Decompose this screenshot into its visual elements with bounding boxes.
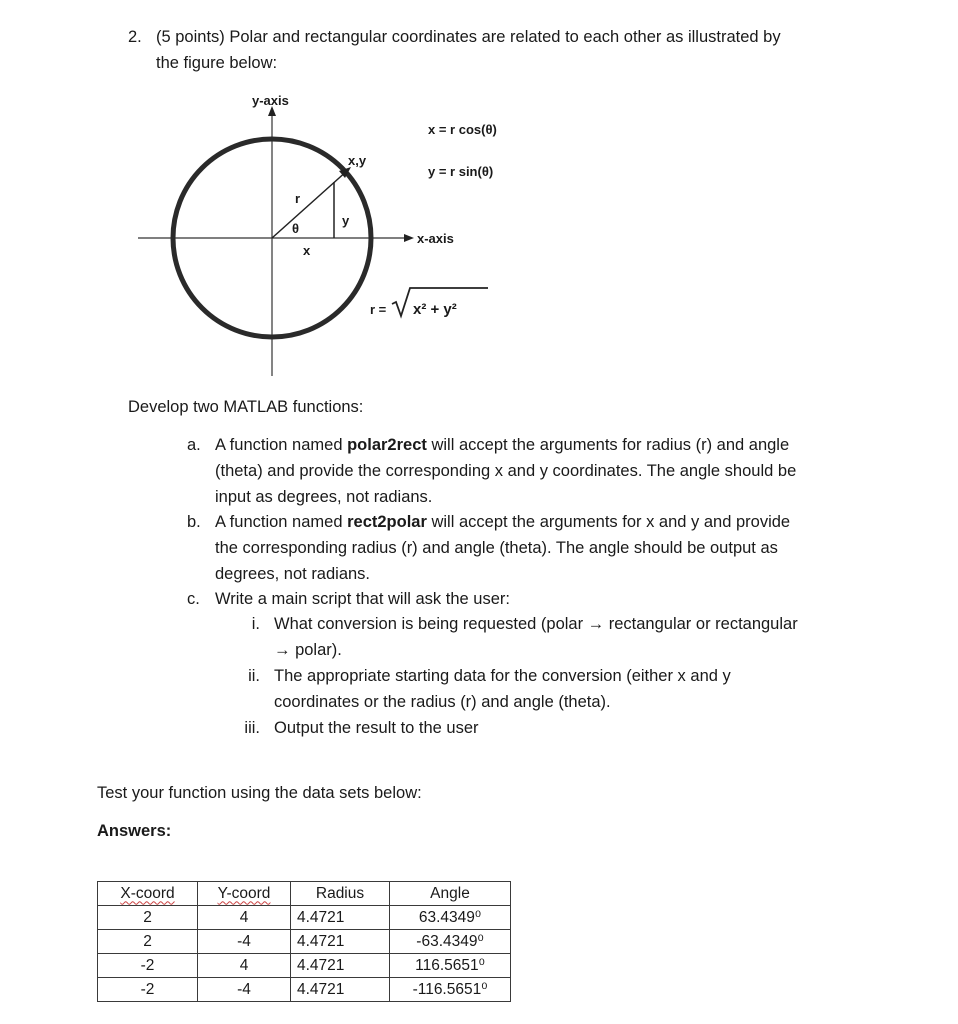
header-x-coord-text: X-coord	[120, 884, 175, 902]
cell-angle: 116.5651⁰	[390, 954, 511, 978]
item-a-line-1	[215, 432, 875, 458]
item-b-line-2: the corresponding radius (r) and angle (theta). The angle should be output as	[215, 539, 778, 557]
list-item-a	[187, 432, 875, 510]
sub-item-i-line-1: What conversion is being requested (polar → rectangular or rectangular	[274, 615, 798, 633]
answers-table	[97, 881, 511, 1002]
answers-heading: Answers:	[97, 822, 172, 840]
item-a-line-2: (theta) and provide the corresponding x and y coordinates. The angle should be	[215, 462, 797, 480]
cell-angle: -116.5651⁰	[390, 978, 511, 1002]
cell-radius: 4.4721	[291, 954, 390, 978]
cell-y: -4	[198, 930, 291, 954]
question-text	[156, 24, 856, 76]
list-marker-c: c.	[187, 590, 200, 608]
y-axis-label: y-axis	[252, 93, 289, 108]
cell-radius: 4.4721	[291, 978, 390, 1002]
header-x-coord	[98, 882, 198, 906]
cell-x: -2	[98, 978, 198, 1002]
cell-x: 2	[98, 906, 198, 930]
point-label: x,y	[348, 153, 367, 168]
cell-angle: 63.4349⁰	[390, 906, 511, 930]
equation-r-radicand: x² + y²	[413, 301, 457, 318]
sub-item-i	[251, 611, 874, 663]
list-marker-a: a.	[187, 436, 201, 454]
item-b-line-1	[215, 509, 875, 535]
item-a-rest: will accept the arguments for radius (r) and angle	[426, 436, 790, 454]
radius-line	[272, 170, 348, 238]
table-row	[98, 930, 511, 954]
header-y-coord	[198, 882, 291, 906]
intro-text: Develop two MATLAB functions:	[128, 398, 364, 416]
equation-r-prefix: r =	[370, 302, 387, 317]
cell-x: -2	[98, 954, 198, 978]
test-instructions: Test your function using the data sets below:	[97, 784, 422, 802]
question-number: 2.	[128, 28, 142, 46]
equation-y: y = r sin(θ)	[428, 164, 494, 179]
table-row	[98, 978, 511, 1002]
x-leg-label: x	[303, 243, 311, 258]
x-axis-arrowhead	[404, 234, 414, 242]
list-item-b	[187, 509, 875, 587]
header-y-coord-text: Y-coord	[217, 884, 271, 902]
x-axis-label: x-axis	[417, 231, 454, 246]
question-text-line-1: (5 points) Polar and rectangular coordinates are related to each other as illustrated by	[156, 28, 781, 46]
item-a-pre: A function named	[215, 436, 348, 454]
item-b-pre: A function named	[215, 513, 348, 531]
item-b-rest: will accept the arguments for x and y and provide	[426, 513, 791, 531]
cell-y: -4	[198, 978, 291, 1002]
list-item-c	[187, 586, 875, 612]
cell-y: 4	[198, 906, 291, 930]
cell-angle: -63.4349⁰	[390, 930, 511, 954]
sub-marker-i: i.	[251, 615, 260, 633]
header-radius: Radius	[291, 882, 390, 906]
r-label: r	[295, 191, 301, 206]
cell-x: 2	[98, 930, 198, 954]
sub-item-ii-line-2: coordinates or the radius (r) and angle (theta).	[274, 693, 611, 711]
y-leg-label: y	[342, 213, 350, 228]
sub-item-i-line-2: → polar).	[274, 641, 342, 659]
cell-radius: 4.4721	[291, 906, 390, 930]
sub-item-ii	[248, 663, 874, 715]
question-text-line-2: the figure below:	[156, 54, 278, 72]
sub-marker-ii: ii.	[248, 667, 260, 685]
sub-marker-iii: iii.	[244, 719, 260, 737]
table-row	[98, 954, 511, 978]
item-a-line-3: input as degrees, not radians.	[215, 488, 433, 506]
sub-item-iii	[244, 715, 874, 741]
sub-item-iii-line-1: Output the result to the user	[274, 719, 479, 737]
item-c-line-1: Write a main script that will ask the user:	[215, 590, 510, 608]
item-b-line-3: degrees, not radians.	[215, 565, 371, 583]
theta-label: θ	[292, 221, 300, 236]
function-name-polar2rect: polar2rect	[347, 436, 427, 454]
table-row	[98, 906, 511, 930]
polar-coordinate-figure	[130, 86, 550, 376]
header-angle: Angle	[390, 882, 511, 906]
cell-radius: 4.4721	[291, 930, 390, 954]
cell-y: 4	[198, 954, 291, 978]
function-name-rect2polar: rect2polar	[347, 513, 427, 531]
table-header-row	[98, 882, 511, 906]
sub-item-ii-line-1: The appropriate starting data for the conversion (either x and y	[274, 667, 731, 685]
equation-x: x = r cos(θ)	[428, 122, 497, 137]
list-marker-b: b.	[187, 513, 201, 531]
